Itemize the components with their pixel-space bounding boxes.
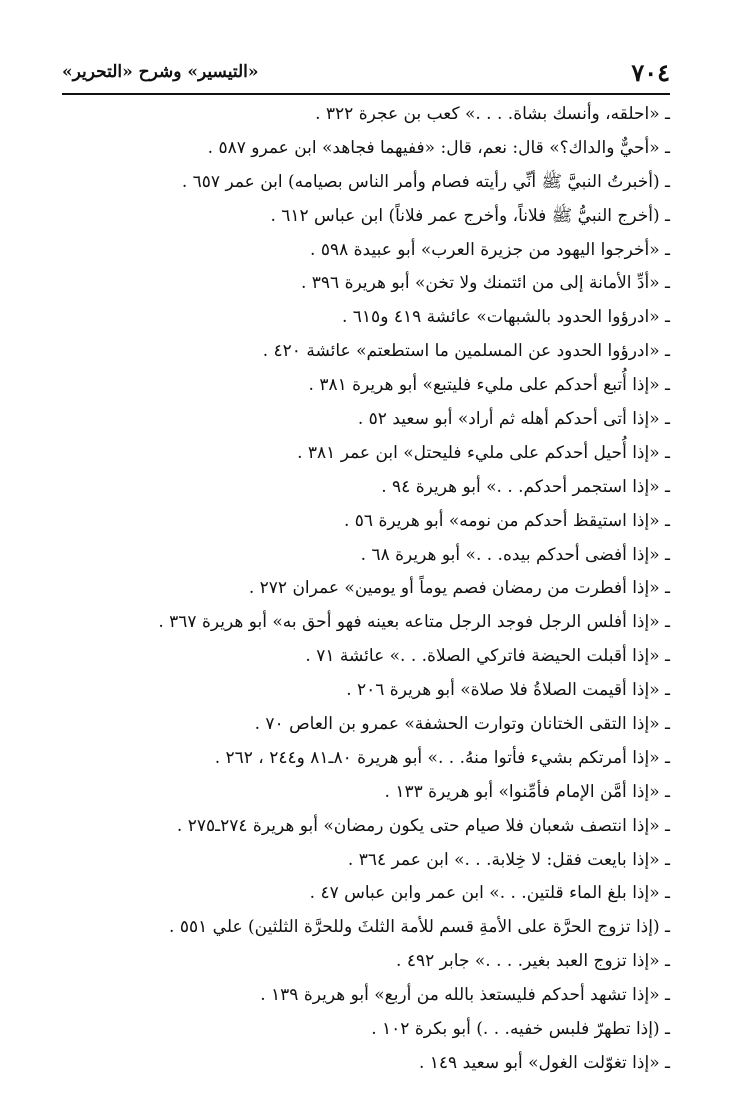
index-entry: ـ «إذا استيقظ أحدكم من نومه» أبو هريرة ٥٦ . (343, 510, 670, 531)
index-entry: ـ «إذا التقى الختانان وتوارت الحشفة» عمرو بن العاص ٧٠ . (254, 714, 670, 735)
index-entry: ـ «إذا أقيمت الصلاةُ فلا صلاة» أبو هريرة ٢٠٦ . (346, 680, 670, 701)
index-entry: ـ «إذا استجمر أحدكم. . .» أبو هريرة ٩٤ . (381, 476, 670, 497)
index-entry: ـ «إذا أفضى أحدكم بيده. . .» أبو هريرة ٦٨ . (360, 544, 670, 565)
index-entry: ـ «إذا انتصف شعبان فلا صيام حتى يكون رمضان» أبو هريرة ٢٧٤ـ٢٧٥ . (176, 815, 670, 836)
index-entry: ـ «إذا أفلس الرجل فوجد الرجل متاعه بعينه فهو أحق به» أبو هريرة ٣٦٧ . (158, 612, 670, 633)
index-entry: ـ «أحيٌّ والداك؟» قال: نعم، قال: «ففيهما فجاهد» ابن عمرو ٥٨٧ . (207, 137, 670, 158)
index-entry: ـ «احلقه، وأنسك بشاة. . . .» كعب بن عجرة ٣٢٢ . (315, 104, 670, 124)
index-entry: ـ «أدِّ الأمانة إلى من ائتمنك ولا تخن» أبو هريرة ٣٩٦ . (300, 273, 670, 294)
index-entry: ـ (أخبرتُ النبيَّ ﷺ أنِّي رأيته فصام وأمر الناس بصيامه) ابن عمر ٦٥٧ . (181, 171, 670, 192)
index-entry: ـ (أخرج النبيُّ ﷺ فلاناً، وأخرج عمر فلاناً) ابن عباس ٦١٢ . (270, 205, 670, 226)
index-entry: ـ «إذا أمرتكم بشيء فأتوا منهُ. . .» أبو هريرة ٨٠ـ٨١ و٢٤٤ ، ٢٦٢ . (214, 747, 670, 768)
index-entry: ـ «أخرجوا اليهود من جزيرة العرب» أبو عبيدة ٥٩٨ . (310, 239, 670, 260)
index-entry: ـ «إذا بايعت فقل: لا خِلابة. . .» ابن عمر ٣٦٤ . (347, 849, 670, 870)
hadith-index-list (40, 98, 670, 1081)
running-title: «التيسير» وشرح «التحرير» (62, 62, 259, 82)
index-entry: ـ «ادرؤوا الحدود عن المسلمين ما استطعتم» عائشة ٤٢٠ . (262, 341, 670, 362)
index-entry: ـ «إذا أتى أحدكم أهله ثم أراد» أبو سعيد ٥٢ . (357, 409, 670, 430)
index-entry: ـ «إذا تشهد أحدكم فليستعذ بالله من أربع» أبو هريرة ١٣٩ . (260, 985, 670, 1006)
index-entry: ـ «إذا أقبلت الحيضة فاتركي الصلاة. . .» عائشة ٧١ . (305, 646, 670, 667)
header-rule (62, 93, 670, 95)
index-entry: ـ «إذا تغوّلت الغول» أبو سعيد ١٤٩ . (418, 1052, 670, 1073)
index-entry: ـ «ادرؤوا الحدود بالشبهات» عائشة ٤١٩ و٦١٥ . (341, 307, 670, 328)
index-entry: ـ «إذا بلغ الماء قلتين. . .» ابن عمر وابن عباس ٤٧ . (309, 883, 670, 904)
index-entry: ـ «إذا أمَّن الإمام فأمِّنوا» أبو هريرة ١٣٣ . (384, 781, 670, 802)
index-entry: ـ «إذا أُتبع أحدكم على مليء فليتبع» أبو هريرة ٣٨١ . (308, 375, 670, 396)
index-entry: ـ «إذا أفطرت من رمضان فصم يوماً أو يومين» عمران ٢٧٢ . (248, 578, 670, 599)
index-entry: ـ (إذا تطهرّ فلبس خفيه. . .) أبو بكرة ١٠٢ . (371, 1019, 670, 1040)
page-number: ٧٠٤ (631, 58, 670, 87)
page-header (62, 54, 670, 94)
index-entry: ـ «إذا تزوج العبد بغير. . . .» جابر ٤٩٢ . (396, 951, 670, 972)
index-entry: ـ (إذا تزوج الحرَّة على الأمةِ قسم للأمة الثلثَ وللحرَّة الثلثين) علي ٥٥١ . (169, 917, 670, 938)
index-entry: ـ «إذا أُحيل أحدكم على مليء فليحتل» ابن عمر ٣٨١ . (297, 442, 670, 463)
